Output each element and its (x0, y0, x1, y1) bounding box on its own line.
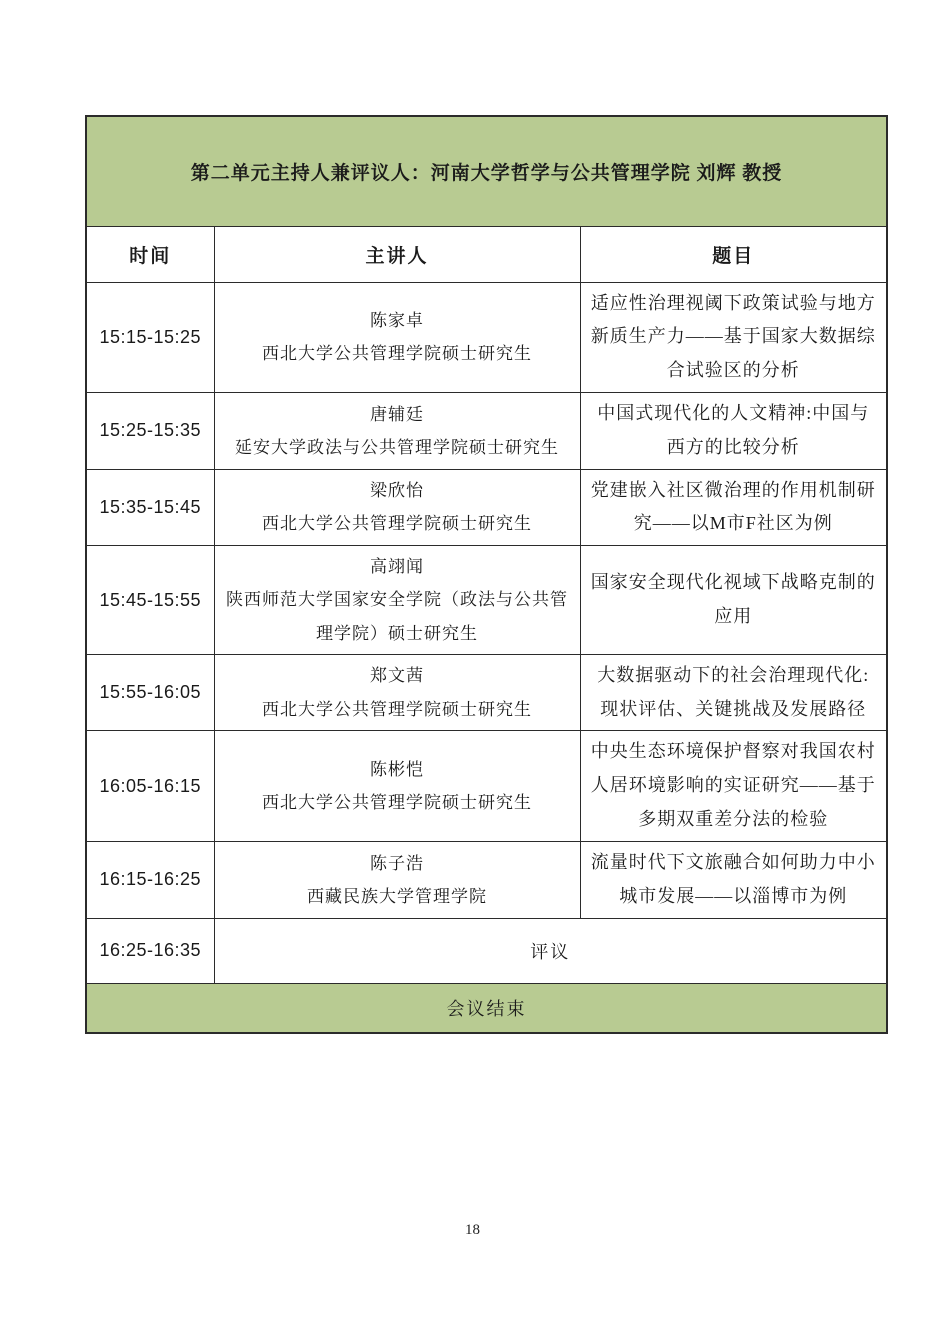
speaker-cell (214, 546, 580, 654)
speaker-name: 陈家卓 (370, 311, 424, 331)
table-row (86, 469, 887, 546)
time-cell: 15:25-15:35 (86, 392, 214, 469)
speaker-affiliation: 西北大学公共管理学院硕士研究生 (262, 699, 532, 719)
table-row (86, 731, 887, 841)
title-cell: 党建嵌入社区微治理的作用机制研究——以M市F社区为例 (580, 469, 887, 546)
table-row (86, 282, 887, 392)
title-cell: 国家安全现代化视域下战略克制的应用 (580, 546, 887, 654)
table-row (86, 392, 887, 469)
title-cell: 适应性治理视阈下政策试验与地方新质生产力——基于国家大数据综合试验区的分析 (580, 282, 887, 392)
speaker-affiliation: 西北大学公共管理学院硕士研究生 (262, 344, 532, 364)
title-cell: 中国式现代化的人文精神:中国与西方的比较分析 (580, 392, 887, 469)
table-row (86, 546, 887, 654)
speaker-affiliation: 延安大学政法与公共管理学院硕士研究生 (235, 437, 559, 457)
speaker-affiliation: 西北大学公共管理学院硕士研究生 (262, 793, 532, 813)
speaker-cell (214, 654, 580, 731)
time-cell: 15:55-16:05 (86, 654, 214, 731)
session-banner-row (86, 116, 887, 226)
closing-row (86, 983, 887, 1033)
time-cell: 16:05-16:15 (86, 731, 214, 841)
speaker-name: 梁欣怡 (370, 481, 424, 501)
speaker-name: 郑文茜 (370, 666, 424, 686)
speaker-cell (214, 392, 580, 469)
speaker-name: 陈子浩 (370, 853, 424, 873)
table-row (86, 841, 887, 918)
header-row (86, 226, 887, 282)
title-cell: 中央生态环境保护督察对我国农村人居环境影响的实证研究——基于多期双重差分法的检验 (580, 731, 887, 841)
page-number: 18 (465, 1222, 480, 1238)
review-label: 评议 (214, 918, 887, 983)
speaker-affiliation: 陕西师范大学国家安全学院（政法与公共管理学院）硕士研究生 (226, 590, 568, 643)
col-header-speaker: 主讲人 (214, 226, 580, 282)
speaker-cell (214, 841, 580, 918)
time-cell: 15:45-15:55 (86, 546, 214, 654)
speaker-name: 高翊闻 (370, 557, 424, 577)
time-cell: 16:25-16:35 (86, 918, 214, 983)
schedule-sheet (85, 115, 886, 1034)
time-cell: 16:15-16:25 (86, 841, 214, 918)
title-cell: 流量时代下文旅融合如何助力中小城市发展——以淄博市为例 (580, 841, 887, 918)
speaker-name: 陈彬恺 (370, 759, 424, 779)
closing-label: 会议结束 (86, 983, 887, 1033)
speaker-affiliation: 西藏民族大学管理学院 (307, 886, 487, 906)
speaker-cell (214, 469, 580, 546)
schedule-table (85, 115, 888, 1034)
review-row (86, 918, 887, 983)
speaker-cell (214, 731, 580, 841)
time-cell: 15:15-15:25 (86, 282, 214, 392)
col-header-title: 题目 (580, 226, 887, 282)
title-cell: 大数据驱动下的社会治理现代化:现状评估、关键挑战及发展路径 (580, 654, 887, 731)
speaker-name: 唐辅廷 (370, 404, 424, 424)
session-banner: 第二单元主持人兼评议人：河南大学哲学与公共管理学院 刘辉 教授 (86, 116, 887, 226)
time-cell: 15:35-15:45 (86, 469, 214, 546)
speaker-cell (214, 282, 580, 392)
table-row (86, 654, 887, 731)
col-header-time: 时间 (86, 226, 214, 282)
speaker-affiliation: 西北大学公共管理学院硕士研究生 (262, 514, 532, 534)
